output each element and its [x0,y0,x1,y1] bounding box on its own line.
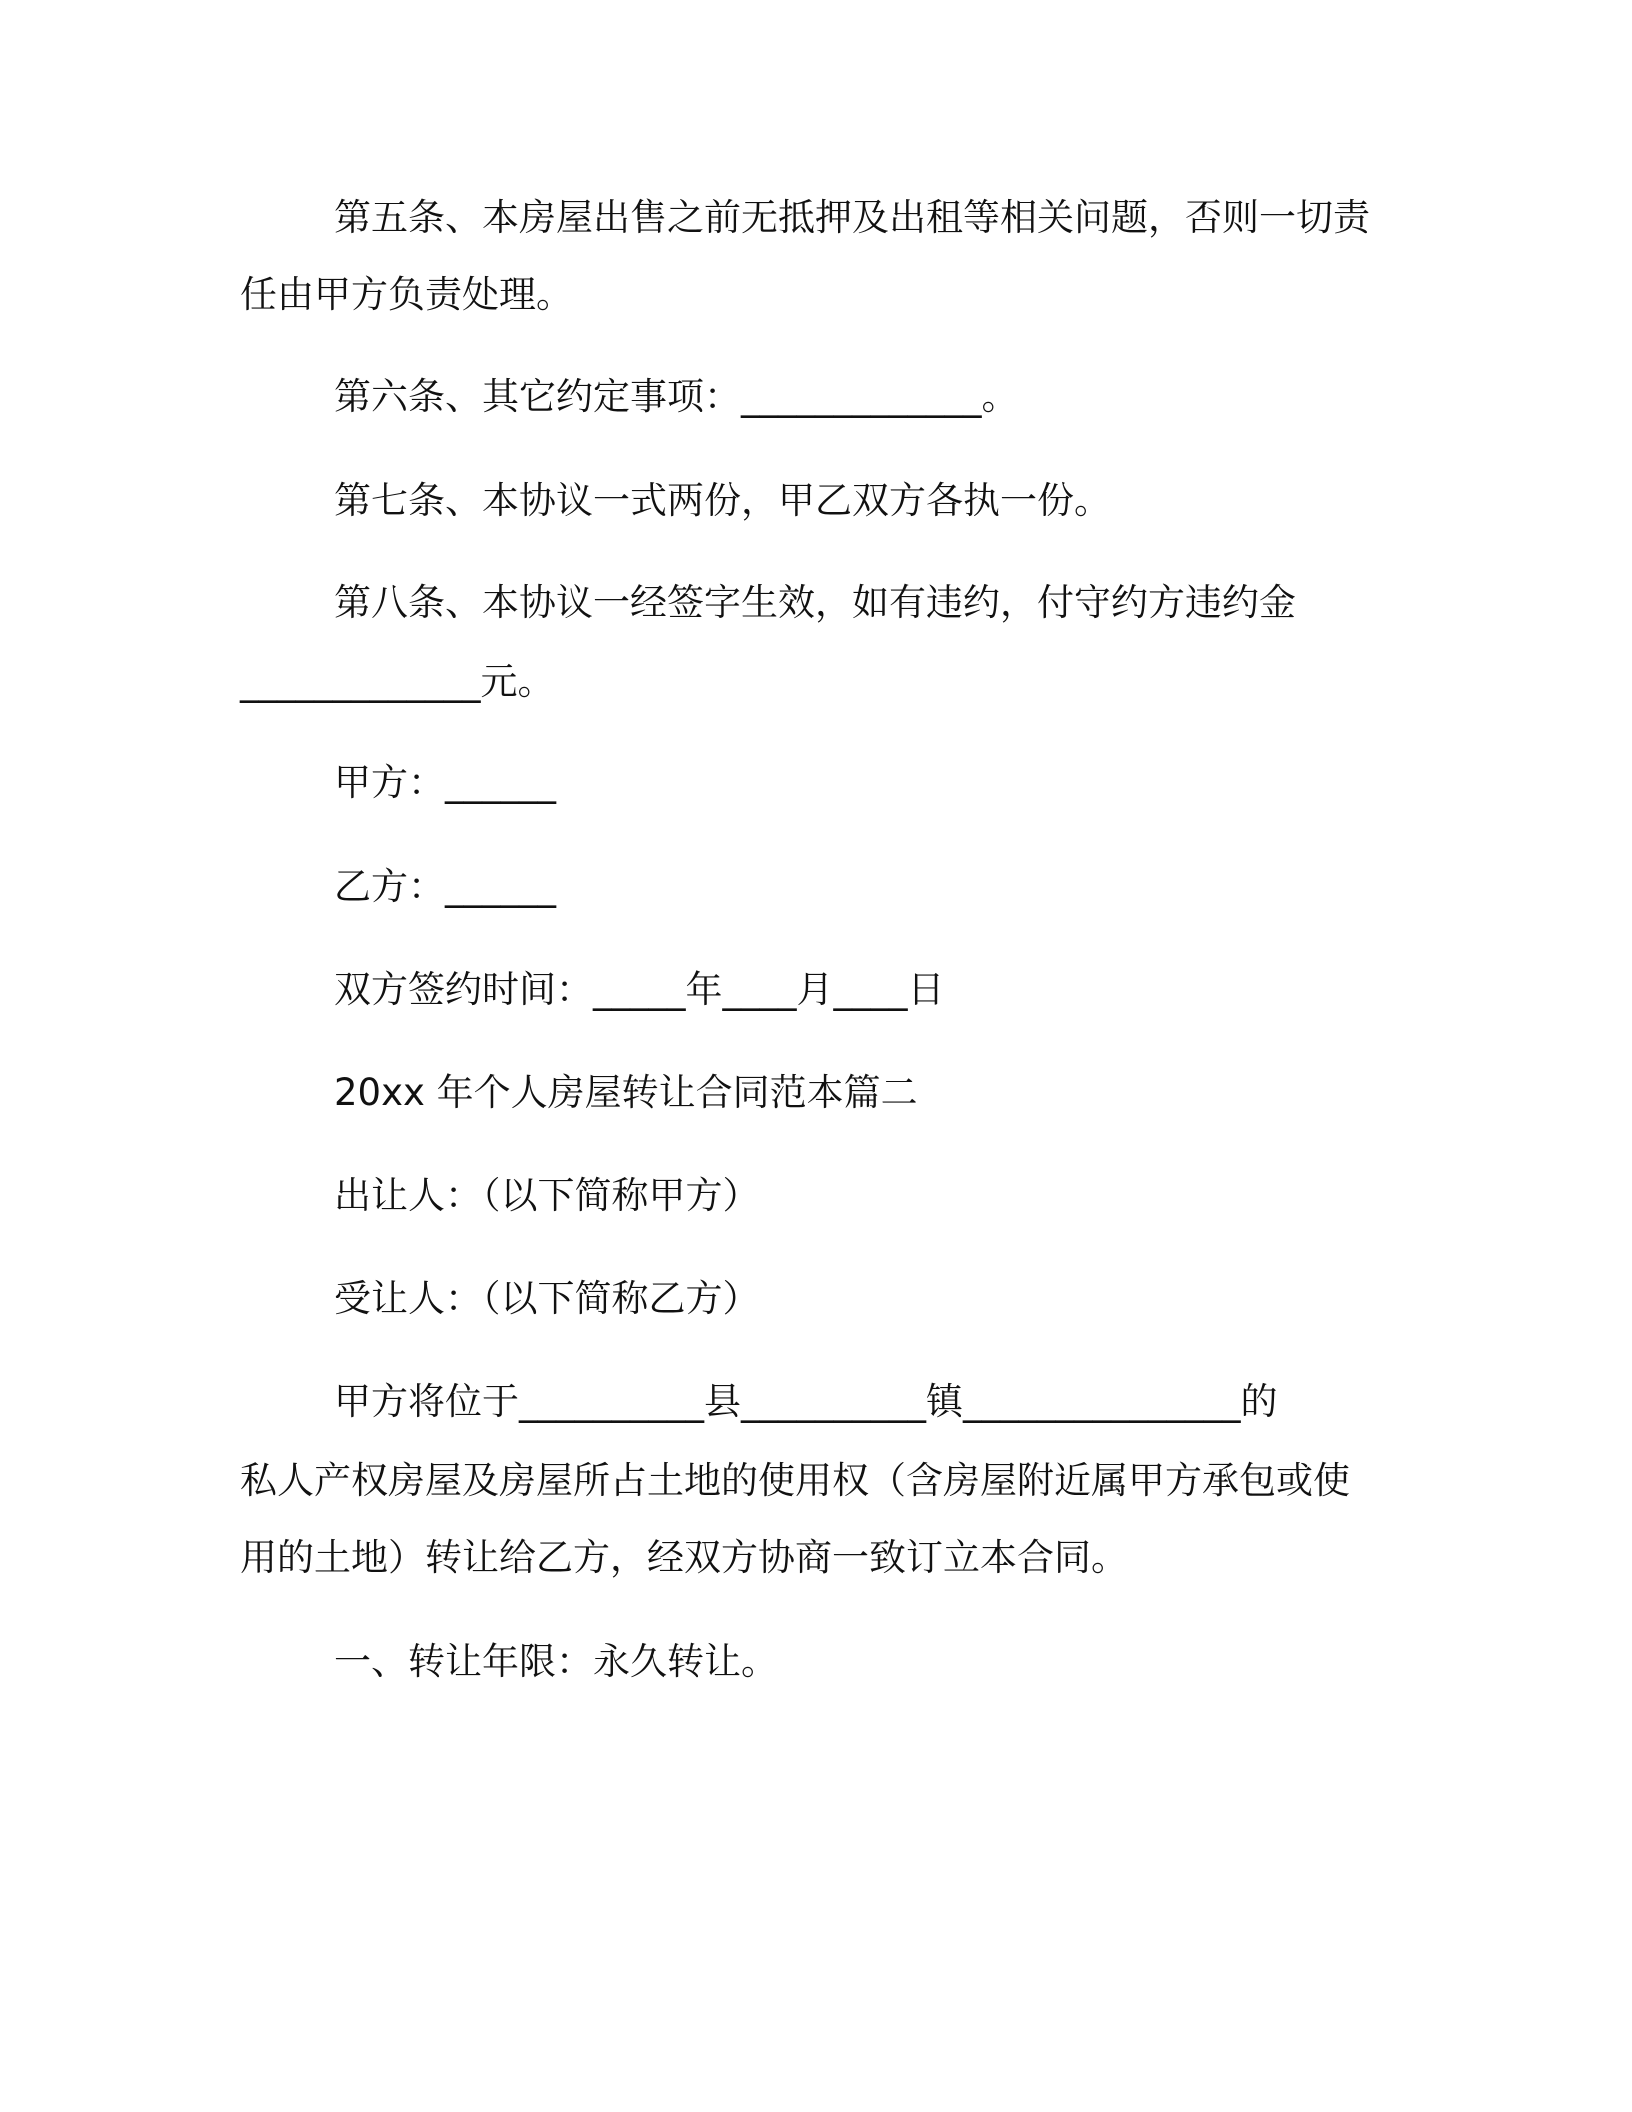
signing-date: 双方签约时间：_____年____月____日 [334,968,945,1011]
transferee-line: 受让人：（以下简称乙方） [334,1277,760,1320]
property-location-line-2: 私人产权房屋及房屋所占土地的使用权（含房屋附近属甲方承包或使 [240,1459,1350,1502]
transferor-line: 出让人：（以下简称甲方） [334,1174,760,1217]
clause-8-line-1: 第八条、本协议一经签字生效，如有违约，付守约方违约金 [334,581,1296,624]
clause-7: 第七条、本协议一式两份，甲乙双方各执一份。 [334,479,1111,522]
property-location-line-3: 用的土地）转让给乙方，经双方协商一致订立本合同。 [240,1536,1128,1579]
section-heading: 20xx 年个人房屋转让合同范本篇二 [334,1071,918,1114]
transfer-term: 一、转让年限：永久转让。 [334,1640,778,1683]
property-location-line-1: 甲方将位于__________县__________镇_______________的 [334,1380,1278,1423]
party-a-signature: 甲方：______ [334,761,556,804]
party-b-signature: 乙方：______ [334,865,556,908]
clause-6: 第六条、其它约定事项：_____________。 [334,375,1019,418]
clause-5-line-2: 任由甲方负责处理。 [240,273,573,316]
clause-8-line-2: _____________元。 [240,660,555,703]
clause-5-line-1: 第五条、本房屋出售之前无抵押及出租等相关问题，否则一切责 [334,196,1370,239]
